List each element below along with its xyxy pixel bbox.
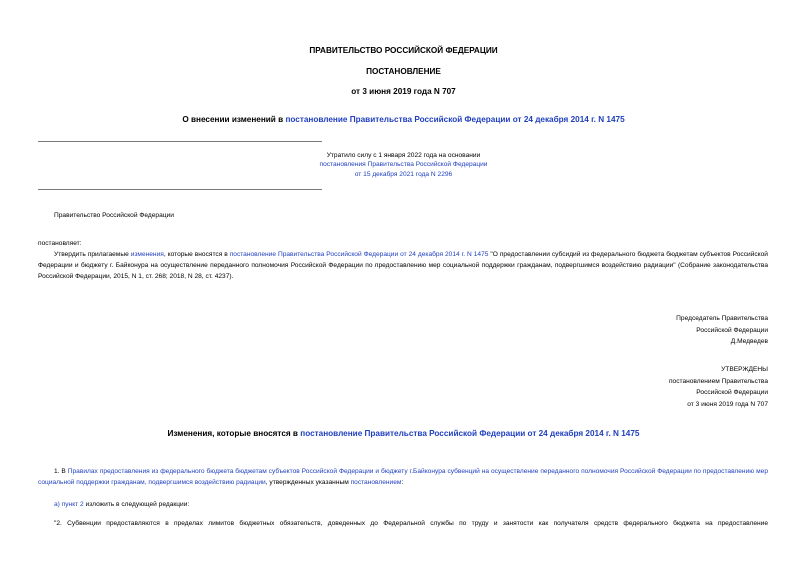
signature-line3: Д.Медведев [730, 338, 768, 345]
notice-top-rule [38, 141, 322, 142]
document-date: от 3 июня 2019 года N 707 [351, 87, 456, 96]
repeal-notice [0, 151, 807, 179]
changes-item-1 [38, 466, 768, 488]
approved-line2: постановлением Правительства [668, 377, 768, 385]
changes-title-prefix: Изменения, которые вносятся в [167, 429, 301, 438]
repeal-notice-link2[interactable]: от 15 декабря 2021 года N 2296 [354, 170, 453, 178]
item1-text-b: , утвержденных указанным [265, 479, 351, 487]
decree-link[interactable]: постановлением [350, 479, 402, 487]
sub-item-a [54, 499, 189, 510]
sub-item-a-text: изложить в следующей редакции: [83, 501, 190, 508]
p1-text-c: "О предоставлении субсидий из федерального бюджета бюджетам субъектов Российской Федерации и бюджету г. Байконура на осуществление переданного полномочия Российской Федерации по предоставлению мер социальной поддержки гражданам, подвергшимся воздействию радиации" (Собрание законодательства Российской Федерации, 2015, N 1, ст. 268; 2018, N 28, ст. 4237). [38, 251, 768, 281]
document-title-prefix: О внесении изменений в [182, 115, 286, 124]
point-2-link[interactable]: а) пункт 2 [54, 501, 84, 508]
document-type: ПОСТАНОВЛЕНИЕ [366, 67, 441, 76]
approved-line4: от 3 июня 2019 года N 707 [687, 400, 768, 408]
decree-1475-link[interactable]: постановление Правительства Российской Федерации от 24 декабря 2014 г. N 1475 [229, 251, 489, 258]
repeal-notice-link1[interactable]: постановления Правительства Российской Федерации [319, 161, 488, 169]
quoted-point-2: "2. Субвенции предоставляются в пределах лимитов бюджетных обязательств, доведенных до Федеральной службы по труду и занятости как получателя средств федерального бюджета на предоставление [54, 520, 768, 527]
changes-title [0, 429, 807, 438]
decree-paragraph-1 [38, 249, 768, 283]
approved-line1: УТВЕРЖДЕНЫ [721, 366, 768, 373]
document-title-link[interactable]: постановление Правительства Российской Федерации от 24 декабря 2014 г. N 1475 [285, 115, 625, 124]
document-title [0, 115, 807, 124]
notice-bottom-rule [38, 189, 322, 190]
signature-line1: Председатель Правительства [676, 315, 768, 322]
rules-link[interactable]: Правилах предоставления из федерального бюджета бюджетам субъектов Российской Федерации и бюджету г.Байконура субвенций на осуществление переданного полномочия Российской Федерации по предоставлению мер социальной поддержки гражданам, подвергшимся воздействию радиации [38, 468, 768, 487]
signature-block [676, 313, 768, 348]
p1-text-a: Утвердить прилагаемые [54, 251, 131, 258]
government-heading: ПРАВИТЕЛЬСТВО РОССИЙСКОЙ ФЕДЕРАЦИИ [309, 46, 498, 55]
changes-title-link[interactable]: постановление Правительства Российской Федерации от 24 декабря 2014 г. N 1475 [300, 429, 640, 438]
signature-line2: Российской Федерации [696, 326, 768, 334]
repeal-notice-line1: Утратило силу с 1 января 2022 года на основании [326, 152, 481, 159]
p1-text-b: , которые вносятся в [163, 251, 230, 258]
government-name: Правительство Российской Федерации [54, 212, 174, 219]
item1-text-a: 1. В [54, 468, 68, 475]
approved-line3: Российской Федерации [696, 389, 768, 396]
decides-label: постановляет: [38, 240, 82, 247]
approved-block [669, 364, 768, 410]
changes-link[interactable]: изменения [130, 251, 164, 258]
item1-text-c: : [401, 479, 404, 487]
